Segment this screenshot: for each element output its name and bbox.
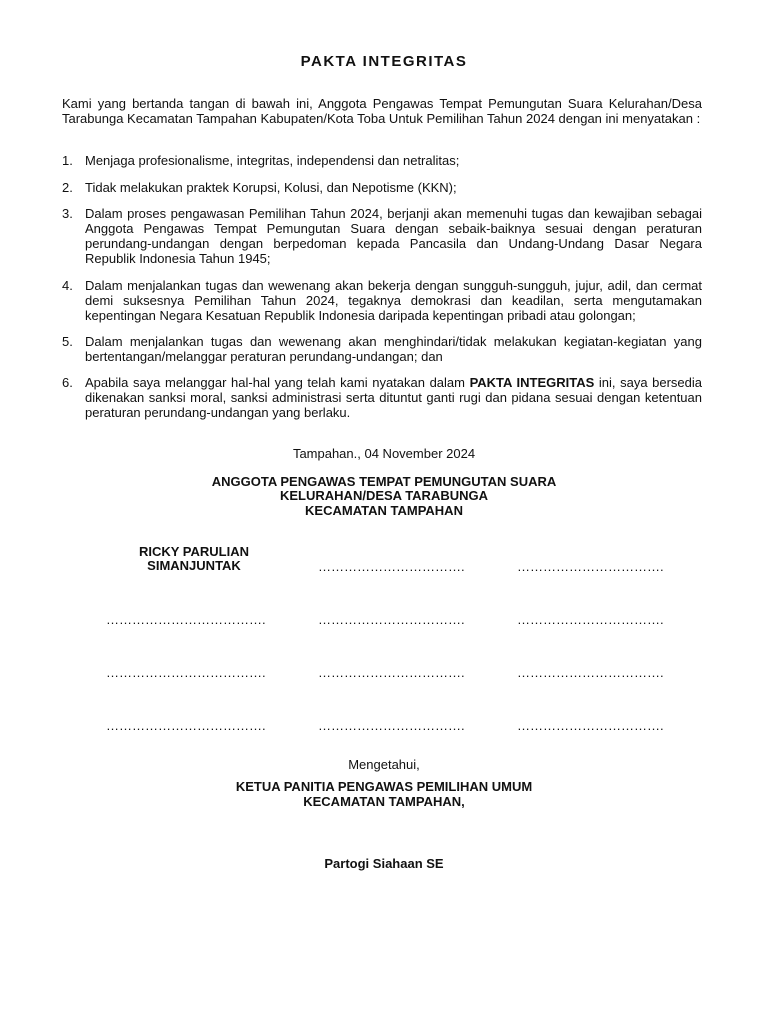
place-date: Tampahan., 04 November 2024 bbox=[292, 446, 476, 461]
list-item-text: Dalam proses pengawasan Pemilihan Tahun 2024, berjanji akan memenuhi tugas dan kewajiban sebagai Anggota Pengawas Tempat Pemungutan Suara dengan sebaik-baiknya sesuai dengan peraturan perundang-undangan dengan berpedoman kepada Pancasila dan Undang-Undang Dasar Negara Republik Indonesia Tahun 1945; bbox=[85, 206, 702, 266]
member-heading-line2: KELURAHAN/DESA TARABUNGA bbox=[280, 488, 488, 503]
signer-name bbox=[108, 545, 280, 573]
member-heading-line1: ANGGOTA PENGAWAS TEMPAT PEMUNGUTAN SUARA bbox=[211, 474, 557, 489]
chair-name: Partogi Siahaan SE bbox=[324, 856, 444, 871]
signature-line: ……………………………. bbox=[517, 665, 664, 680]
intro-paragraph: Kami yang bertanda tangan di bawah ini, Anggota Pengawas Tempat Pemungutan Suara Kelurahan/Desa Tarabunga Kecamatan Tampahan Kabupaten/Kota Toba Untuk Pemilihan Tahun 2024 dengan ini menyatakan : bbox=[62, 96, 702, 126]
document-title: PAKTA INTEGRITAS bbox=[300, 53, 468, 70]
chair-heading-line2: KECAMATAN TAMPAHAN, bbox=[303, 794, 465, 809]
list-item-text: Tidak melakukan praktek Korupsi, Kolusi, dan Nepotisme (KKN); bbox=[85, 180, 457, 195]
list-item-text: Dalam menjalankan tugas dan wewenang akan bekerja dengan sungguh-sungguh, jujur, adil, dan cermat demi suksesnya Pemilihan Tahun 2024, tegaknya demokrasi dan keadilan, serta mengutamakan kepentingan Negara Kesatuan Republik Indonesia daripada kepentingan pribadi atau golongan; bbox=[85, 278, 702, 323]
signature-line: ……………………………. bbox=[517, 559, 664, 574]
list-item bbox=[62, 278, 702, 323]
signature-line: ……………………………. bbox=[517, 612, 664, 627]
list-item-text-part: ini, saya bersedia dikenakan sanksi moral, sanksi administrasi serta dituntut ganti rugi dan pidana sesuai dengan ketentuan peraturan perundang-undangan yang berlaku. bbox=[85, 375, 703, 420]
acknowledged-label: Mengetahui, bbox=[348, 757, 420, 772]
member-heading-line3: KECAMATAN TAMPAHAN bbox=[305, 503, 463, 518]
signature-line: ………………………………. bbox=[106, 665, 266, 680]
list-item-number: 4. bbox=[62, 278, 73, 293]
list-item-number: 6. bbox=[62, 375, 73, 390]
list-item bbox=[62, 334, 702, 364]
signature-line: ………………………………. bbox=[106, 718, 266, 733]
list-item bbox=[62, 180, 702, 195]
list-item-text-part: Apabila saya melanggar hal-hal yang telah kami nyatakan dalam bbox=[85, 375, 470, 390]
list-item-number: 1. bbox=[62, 153, 73, 168]
list-item-text: Menjaga profesionalisme, integritas, independensi dan netralitas; bbox=[85, 153, 460, 168]
signature-line: ……………………………. bbox=[318, 612, 465, 627]
signature-line: ………………………………. bbox=[106, 612, 266, 627]
signature-line: ……………………………. bbox=[318, 718, 465, 733]
list-item-number: 5. bbox=[62, 334, 73, 349]
pakta-integritas-emphasis: PAKTA INTEGRITAS bbox=[469, 375, 595, 390]
list-item bbox=[62, 153, 702, 168]
list-item bbox=[62, 375, 702, 420]
chair-heading-line1: KETUA PANITIA PENGAWAS PEMILIHAN UMUM bbox=[235, 779, 533, 794]
list-item-text bbox=[85, 375, 702, 420]
signer-name-line1: RICKY PARULIAN bbox=[138, 544, 250, 559]
signature-line: ……………………………. bbox=[318, 559, 465, 574]
signature-line: ……………………………. bbox=[517, 718, 664, 733]
signer-name-line2: SIMANJUNTAK bbox=[147, 558, 241, 573]
list-item bbox=[62, 206, 702, 266]
list-item-number: 3. bbox=[62, 206, 73, 221]
signature-line: ……………………………. bbox=[318, 665, 465, 680]
list-item-text: Dalam menjalankan tugas dan wewenang akan menghindari/tidak melakukan kegiatan-kegiatan yang bertentangan/melanggar peraturan perundang-undangan; dan bbox=[85, 334, 702, 364]
list-item-number: 2. bbox=[62, 180, 73, 195]
